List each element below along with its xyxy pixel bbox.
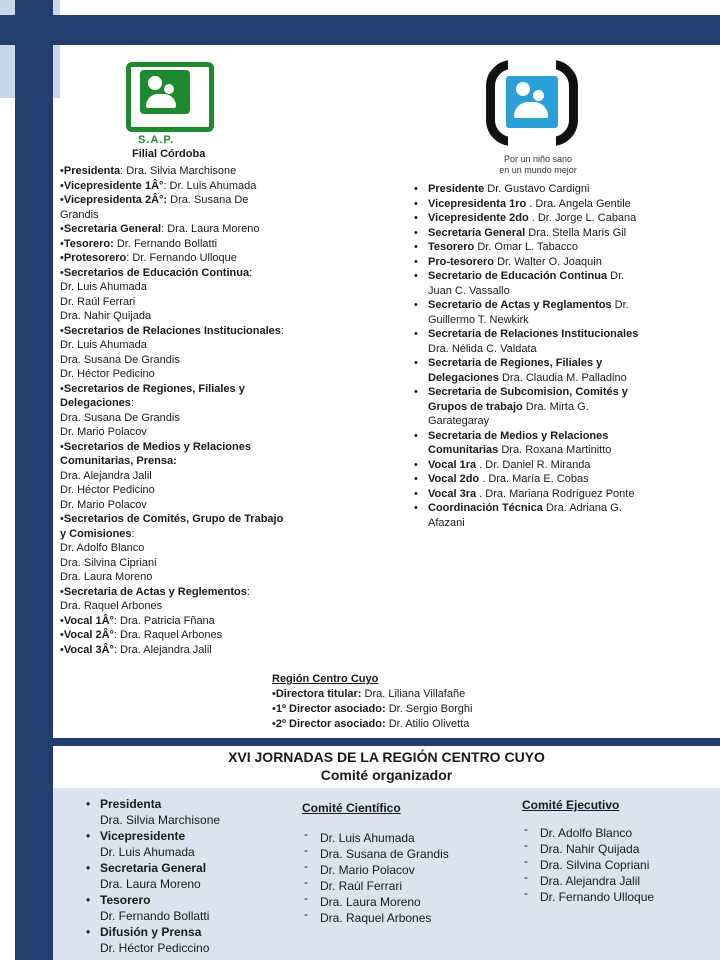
sap-cordoba-logo	[126, 62, 216, 162]
person-name: . Dra. María E. Cobas	[479, 473, 589, 485]
person-name: : Dra. Alejandra Jalil	[113, 643, 212, 656]
role-label: Secretaria de Subcomision, Comités y Grupos de trabajo	[428, 386, 628, 413]
list-item: •1º Director asociado: Dr. Sergio Borghi	[272, 703, 473, 715]
person-name: Dr. Walter O. Joaquin	[494, 255, 602, 268]
list-item	[412, 501, 648, 530]
role-label: Vocal 1ra	[428, 458, 477, 471]
person-name: Dr. Héctor Pedicino	[60, 484, 155, 496]
scientific-title: Comité Científico	[302, 801, 401, 815]
person-name: Dra. Laura Moreno	[60, 571, 153, 583]
list-item: •Vicepresidente 1Â°: Dr. Luis Ahumada	[60, 179, 257, 192]
role-label: • Difusión y Prensa	[100, 925, 202, 939]
person-name: Dra. Nahir Quijada	[60, 310, 152, 322]
list-item: •Tesorero: Dr. Fernando Bollatti	[60, 237, 218, 250]
role-label: Protesorero	[63, 252, 127, 264]
list-item: •Secretarios de Comités, Grupo de Trabajo y Comisiones:	[60, 513, 284, 540]
role-label: Presidenta	[63, 165, 121, 177]
person-name: Dr. Luis Ahumada	[100, 845, 195, 859]
person-name: Dr. Luis Ahumada	[60, 281, 147, 293]
list-item	[412, 356, 648, 385]
sap-national-logo	[486, 60, 586, 180]
person-name: Dra. Raquel Arbones	[60, 600, 163, 612]
list-item: ‐ Dr. Adolfo Blanco	[522, 825, 712, 841]
list-item	[412, 197, 648, 212]
person-name: . Dr. Daniel R. Miranda	[476, 458, 591, 471]
role-label: Tesorero:	[63, 237, 114, 250]
role-label: • Tesorero	[100, 893, 151, 907]
role-label: Vicepresidenta 2Â°:	[63, 194, 168, 206]
role-label: • Vicepresidente	[100, 829, 186, 843]
person-name: Dr. Fernando Bollatti	[100, 909, 210, 923]
role-label: • Secretaria General	[100, 861, 207, 875]
list-item	[412, 240, 648, 255]
list-item: •Secretaria de Actas y Reglementos:	[60, 585, 250, 598]
banner-subtitle: Comité organizador	[320, 767, 453, 783]
list-item	[412, 226, 648, 241]
separator: :	[130, 397, 134, 409]
list-item: •Secretarios de Relaciones Institucionales: Dr. Luis Ahumada	[60, 324, 284, 351]
person-name: Dr. Juan C. Vassallo	[428, 270, 625, 297]
role-label: Vicepresidente 1Â°	[63, 179, 164, 192]
person-name: : Dra. Raquel Arbones	[113, 629, 223, 641]
role-label: Coordinación Técnica	[428, 502, 543, 514]
person-name: Dr. Adolfo Blanco	[60, 542, 145, 554]
role-label: 1º Director asociado:	[275, 703, 386, 715]
separator: :	[131, 527, 135, 540]
region-authorities	[272, 672, 572, 732]
executive-committee	[522, 797, 712, 905]
person-name: Dra. Susana De Grandis	[60, 194, 249, 221]
person-name: Dr. Guillermo T. Newkirk	[428, 299, 629, 326]
person-name: Dr. Sergio Borghi	[385, 703, 473, 715]
list-item: ‐ Dr. Mario Polacov	[302, 862, 502, 878]
list-item	[412, 298, 648, 327]
role-label: Secretaria General	[428, 226, 526, 239]
role-label: Vocal 2do	[428, 473, 480, 485]
role-label: Secretarios de Comités, Grupo de Trabajo y Comisiones	[60, 513, 284, 540]
list-item: •Vocal 1Â°: Dra. Patricia Fñana	[60, 614, 215, 627]
role-label: Pro-tesorero	[428, 255, 495, 268]
person-name: : Dra. Laura Moreno	[161, 223, 260, 235]
person-name: Dra. Stella Maris Gil	[525, 226, 627, 239]
separator: :	[246, 585, 250, 598]
person-name: Dr. Gustavo Cardigni	[484, 183, 590, 195]
role-label: Secretarios de Relaciones Institucionales	[63, 324, 281, 337]
list-item: ‐ Dra. Raquel Arbones	[302, 910, 502, 926]
role-label: Secretaria de Medios y Relaciones Comunitarias	[428, 429, 609, 456]
role-label: Vicepresidente 2do	[428, 212, 529, 224]
role-label: Vicepresidenta 1ro	[428, 197, 527, 210]
list-item	[412, 211, 648, 226]
person-name: Dra. Claudia M. Palladino	[498, 371, 627, 384]
list-item: •Vicepresidenta 2Â°: Dra. Susana De Grandis	[60, 194, 249, 221]
list-item: •Secretarios de Educación Continua:	[60, 266, 253, 279]
person-name: Dr. Héctor Pediccino	[100, 941, 210, 955]
logo-text-sap: S.A.P.	[138, 134, 175, 146]
list-item	[412, 385, 648, 429]
list-item	[86, 828, 286, 860]
person-name: . Dra. Mariana Rodríguez Ponte	[476, 487, 635, 500]
list-item: •Secretarios de Regiones, Filiales y Delegaciones:	[60, 382, 245, 409]
list-item	[86, 860, 286, 892]
role-label: Secretaria de Relaciones Institucionales	[428, 328, 639, 340]
role-label: Vocal 1Â°	[63, 614, 114, 627]
list-item: ‐ Dra. Silvina Copriani	[522, 857, 712, 873]
role-label: Vocal 3ra	[428, 487, 477, 500]
person-name: . Dr. Jorge L. Cabana	[528, 212, 637, 224]
list-item: ‐ Dra. Susana de Grandis	[302, 846, 502, 862]
list-item	[412, 429, 648, 458]
section-divider	[53, 738, 720, 746]
list-item	[412, 472, 648, 487]
list-item: ‐ Dra. Nahir Quijada	[522, 841, 712, 857]
person-name: Dra. Nélida C. Valdata	[428, 342, 537, 355]
list-item	[86, 924, 286, 956]
list-item: •2º Director asociado: Dr. Atilio Olivetta	[272, 718, 470, 730]
role-label: 2º Director asociado:	[275, 718, 386, 730]
person-name: Dr. Héctor Pedicino	[60, 368, 155, 380]
decor-bar-navy-horizontal	[0, 15, 720, 45]
role-label: Secretarios de Educación Continua	[63, 266, 250, 279]
person-name: Dra. Alejandra Jalil	[60, 469, 152, 482]
role-label: • Presidenta	[100, 797, 162, 811]
person-name: : Dra. Patricia Fñana	[113, 614, 215, 627]
list-item	[412, 487, 648, 502]
list-item	[412, 327, 648, 356]
region-title: Región Centro Cuyo	[272, 673, 379, 685]
jornadas-banner	[53, 748, 720, 784]
filial-authorities-list	[60, 164, 285, 657]
person-name: Dr. Mario Polacov	[60, 498, 147, 511]
role-label: Secretarios de Regiones, Filiales y Delegaciones	[60, 382, 245, 409]
person-name: Dra. Silvina Cipriani	[60, 556, 157, 569]
list-item: •Vocal 2Â°: Dra. Raquel Arbones	[60, 629, 223, 641]
person-name: Dra. Susana De Grandis	[60, 353, 180, 366]
role-label: Secretaria de Actas y Reglementos	[63, 585, 247, 598]
role-label: Vocal 2Â°	[63, 629, 114, 641]
person-name: Dra. Liliana Villafañe	[361, 688, 466, 700]
organizing-committee-list	[86, 796, 286, 956]
banner-title: XVI JORNADAS DE LA REGIÓN CENTRO CUYO	[228, 749, 545, 765]
person-name: Dra. Mirta G. Garategaray	[428, 400, 589, 427]
role-label: Directora titular:	[275, 688, 362, 700]
person-name: Dr. Atilio Olivetta	[385, 718, 470, 730]
person-name: Dra. Susana De Grandis	[60, 411, 180, 424]
decor-bar-navy-vertical	[15, 0, 53, 960]
list-item	[412, 182, 648, 197]
logo-tagline: Por un niño sano en un mundo mejor	[499, 154, 577, 175]
list-item	[412, 458, 648, 473]
list-item: •Secretaria General: Dra. Laura Moreno	[60, 223, 260, 235]
person-name: : Dra. Silvia Marchisone	[120, 165, 237, 177]
list-item: •Presidenta: Dra. Silvia Marchisone	[60, 165, 237, 177]
national-authorities-list	[412, 182, 648, 530]
scientific-committee	[302, 800, 502, 926]
person-name: : Dr. Fernando Ulloque	[126, 252, 237, 264]
list-item: •Secretarios de Medios y Relaciones Comunitarias, Prensa:	[60, 440, 251, 467]
separator: :	[249, 266, 253, 279]
list-item: •Directora titular: Dra. Liliana Villafañe	[272, 688, 466, 700]
list-item: ‐ Dra. Alejandra Jalil	[522, 873, 712, 889]
list-item: ‐ Dr. Fernando Ulloque	[522, 889, 712, 905]
person-name: Dra. Laura Moreno	[100, 877, 201, 891]
list-item: ‐ Dr. Luis Ahumada	[302, 830, 502, 846]
person-name: . Dra. Angela Gentile	[526, 197, 631, 210]
role-label: Tesorero	[428, 241, 475, 253]
person-name: Dra. Roxana Martinitto	[498, 444, 612, 456]
role-label: Vocal 3Â°	[63, 643, 114, 656]
executive-title: Comité Ejecutivo	[522, 798, 620, 812]
list-item	[86, 796, 286, 828]
role-label: Secretario de Actas y Reglamentos	[428, 299, 612, 311]
role-label: Secretaria de Regiones, Filiales y Delegaciones	[428, 357, 603, 384]
list-item	[412, 255, 648, 270]
logo-text-filial: Filial Córdoba	[132, 148, 206, 160]
person-name: Dra. Adriana G. Afazani	[428, 502, 622, 529]
list-item: ‐ Dra. Laura Moreno	[302, 894, 502, 910]
role-label: Presidente	[428, 183, 485, 195]
list-item: •Vocal 3Â°: Dra. Alejandra Jalil	[60, 643, 212, 656]
list-item	[412, 269, 648, 298]
person-name: : Dr. Luis Ahumada	[163, 179, 257, 192]
person-name: Dr. Mario Polacov	[60, 426, 147, 438]
person-name: Dr. Fernando Bollatti	[113, 237, 218, 250]
role-label: Secretarios de Medios y Relaciones Comunitarias, Prensa:	[60, 440, 251, 467]
role-label: Secretaria General	[63, 223, 162, 235]
role-label: Secretario de Educación Continua	[428, 270, 608, 282]
person-name: : Dr. Luis Ahumada	[60, 324, 284, 351]
person-name: Dra. Silvia Marchisone	[100, 813, 221, 827]
person-name: Dr. Raúl Ferrari	[60, 295, 136, 308]
list-item: •Protesorero: Dr. Fernando Ulloque	[60, 252, 237, 264]
person-name: Dr. Omar L. Tabacco	[474, 241, 578, 253]
list-item: ‐ Dr. Raúl Ferrari	[302, 878, 502, 894]
list-item	[86, 892, 286, 924]
